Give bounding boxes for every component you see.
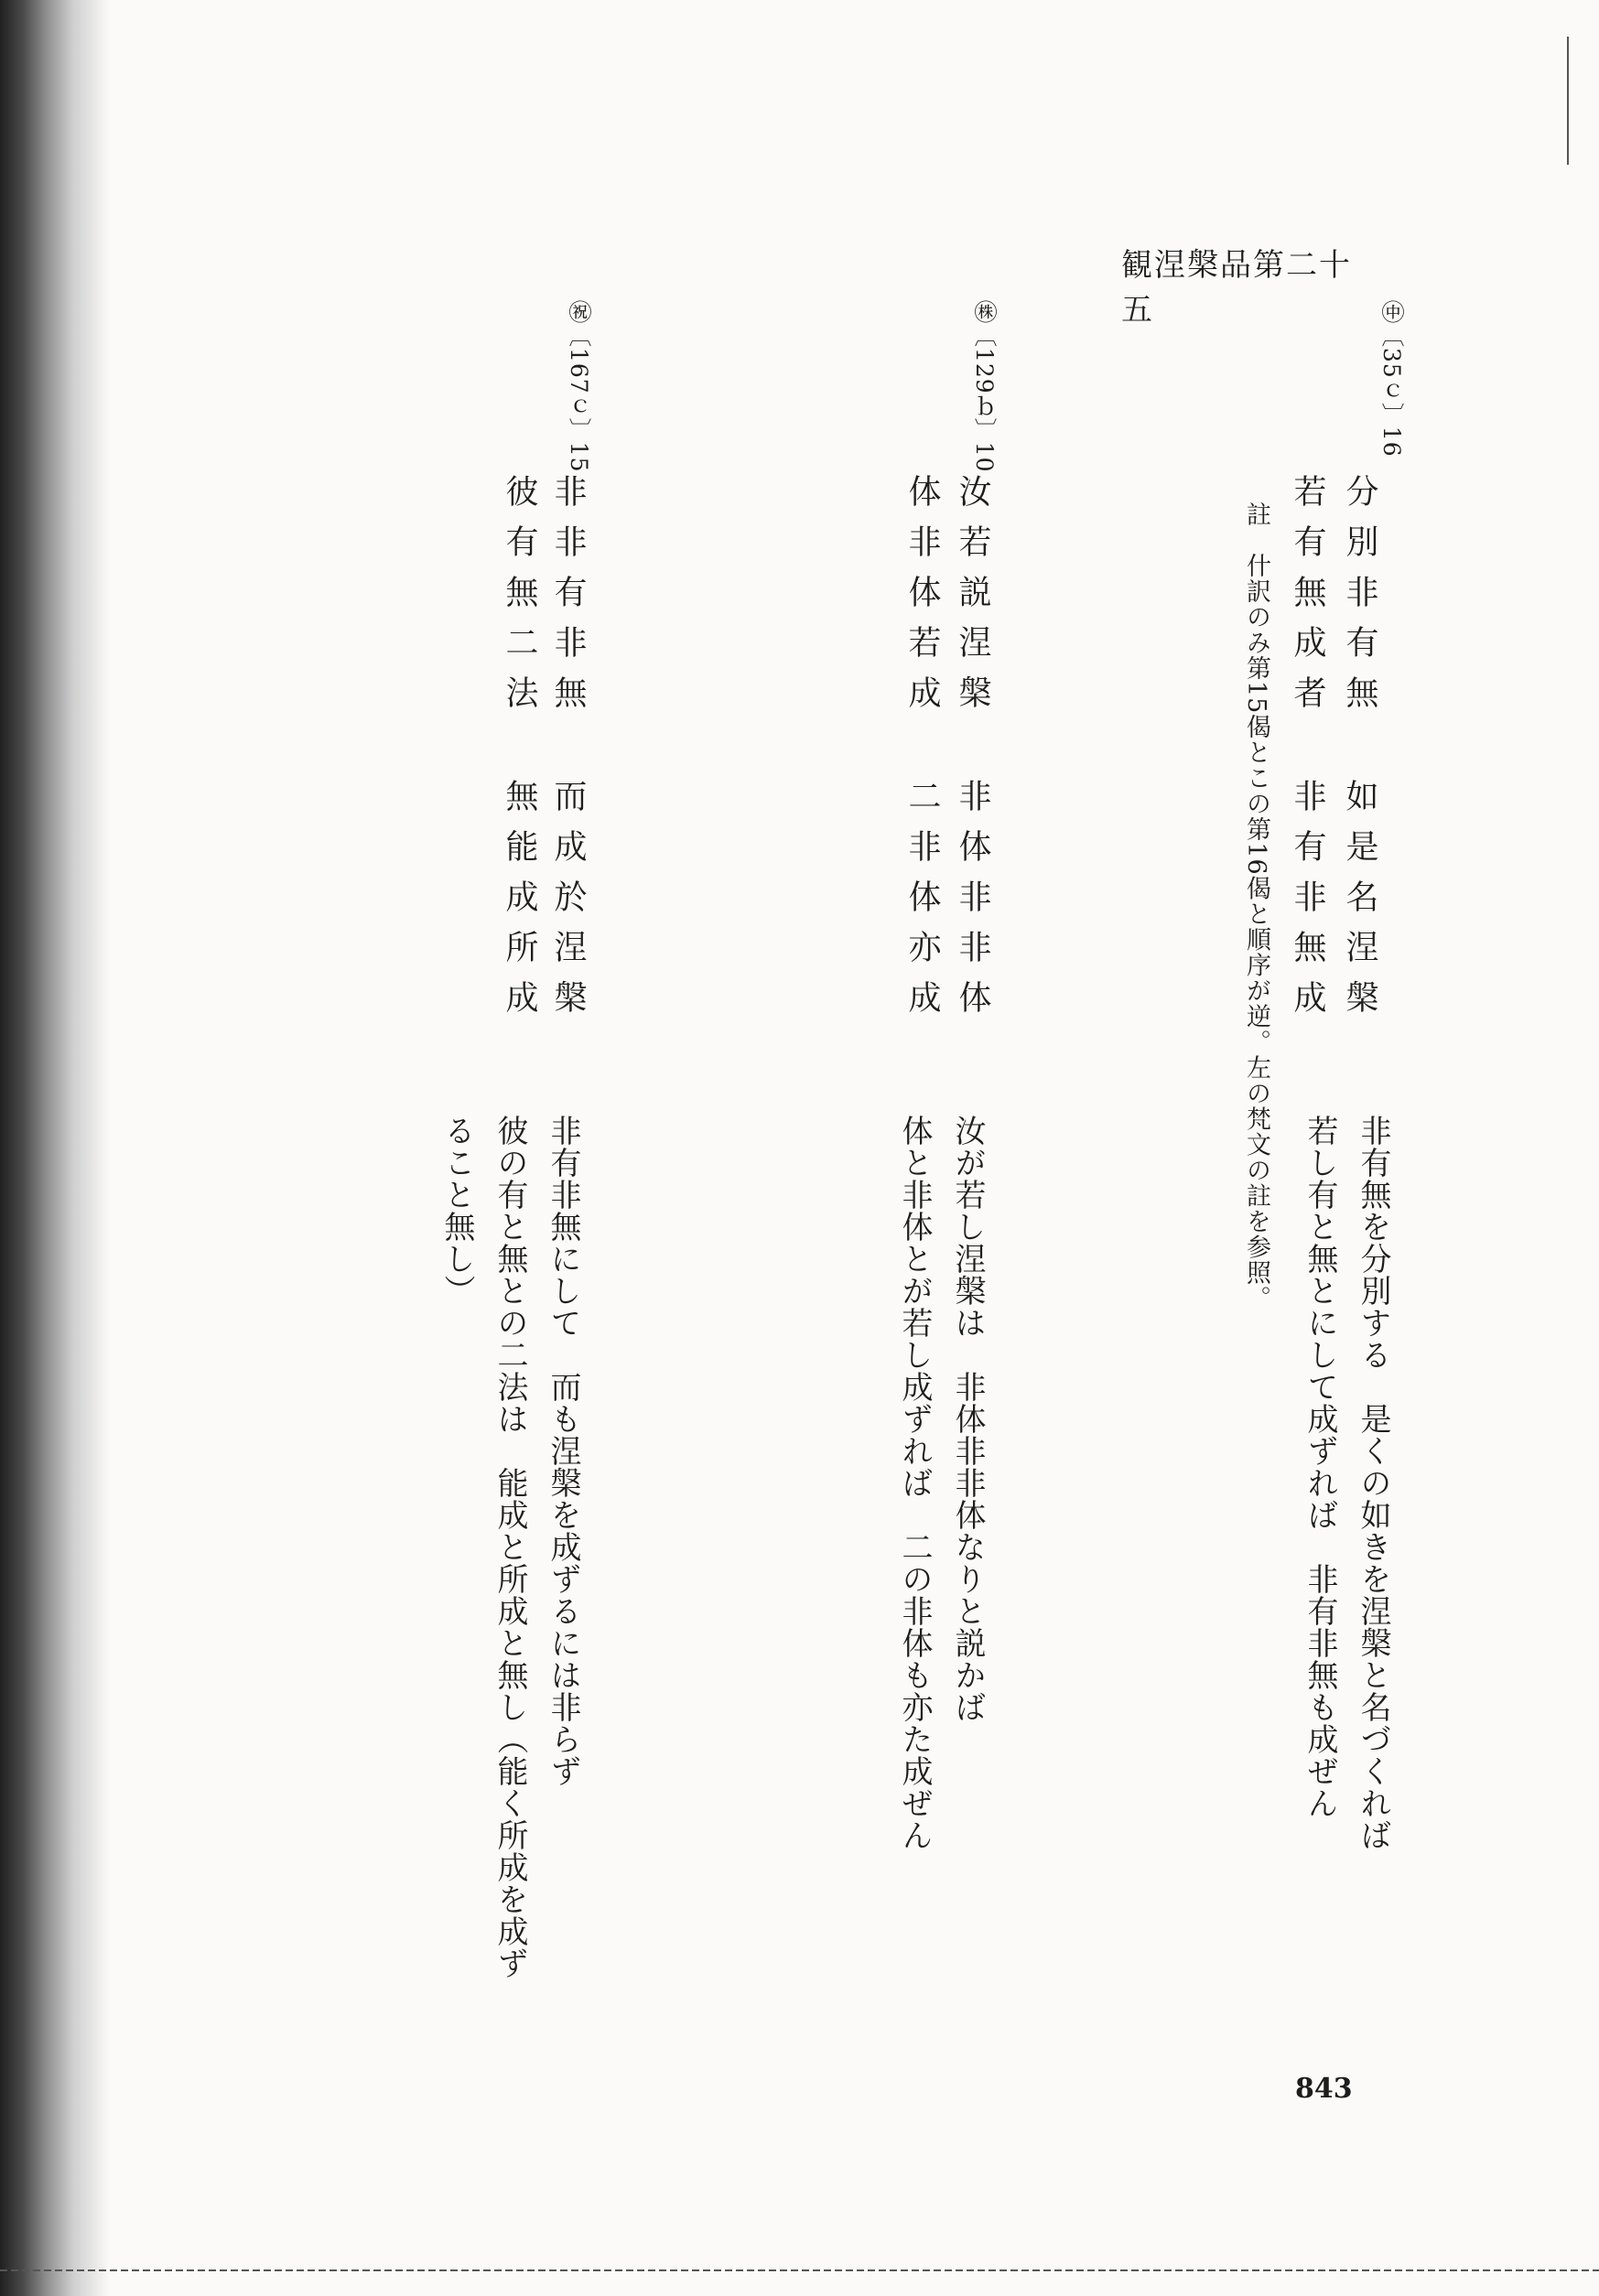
verse-3-line-1	[546, 474, 589, 1030]
verse-2-line-2-b: 二非体亦成	[903, 779, 941, 1030]
verse-1-label: ㊥〔35ｃ〕16	[1378, 300, 1405, 458]
verse-3-reading-2: 彼の有と無との二法は 能成と所成と無し（能く所成を成ず	[492, 1115, 528, 1979]
verse-1-line-2	[1286, 474, 1328, 1030]
binding-shadow	[0, 0, 110, 2296]
verse-2-line-2-a: 体非体若成	[903, 474, 941, 726]
verse-1-line-1-a: 分別非有無	[1341, 474, 1378, 726]
verse-1-note: 註 什訳のみ第15偈とこの第16偈と順序が逆。左の梵文の註を参照。	[1242, 501, 1270, 1311]
margin-line	[1567, 37, 1569, 165]
bottom-rule	[0, 2269, 1599, 2271]
verse-2-line-1	[951, 474, 993, 1030]
verse-1-line-2-b: 非有非無成	[1289, 779, 1326, 1030]
verse-2-reading-1: 汝が若し涅槃は 非体非非体なりと説かば	[949, 1115, 986, 1723]
page-header: 観涅槃品第二十五	[1121, 247, 1352, 329]
verse-3-line-1-b: 而成於涅槃	[549, 779, 587, 1030]
verse-2-line-1-b: 非体非非体	[954, 779, 991, 1030]
verse-1-reading-1: 非有無を分別する 是くの如きを涅槃と名づくれば	[1355, 1115, 1391, 1851]
verse-2-line-2	[901, 474, 943, 1030]
verse-1-line-1-b: 如是名涅槃	[1341, 779, 1378, 1030]
verse-3-label: ㊗〔167ｃ〕15	[566, 300, 592, 473]
verse-3-reading-3: ること無し）	[438, 1115, 475, 1307]
verse-3-line-2-b: 無能成所成	[501, 779, 538, 1030]
verse-1-line-2-a: 若有無成者	[1289, 474, 1326, 726]
page-number: 843	[1295, 2073, 1353, 2105]
verse-3-reading-1: 非有非無にして 而も涅槃を成ずるには非らず	[545, 1115, 581, 1787]
verse-2-reading-2: 体と非体とが若し成ずれば 二の非体も亦た成ぜん	[896, 1115, 933, 1851]
verse-3-line-2	[498, 474, 540, 1030]
verse-1-reading-2: 若し有と無とにして成ずれば 非有非無も成ぜん	[1302, 1115, 1338, 1819]
verse-2-line-1-a: 汝若説涅槃	[954, 474, 991, 726]
verse-3-line-2-a: 彼有無二法	[501, 474, 538, 726]
verse-3-line-1-a: 非非有非無	[549, 474, 587, 726]
verse-1-line-1	[1338, 474, 1380, 1030]
verse-2-label: ㊑〔129ｂ〕10	[971, 300, 998, 473]
